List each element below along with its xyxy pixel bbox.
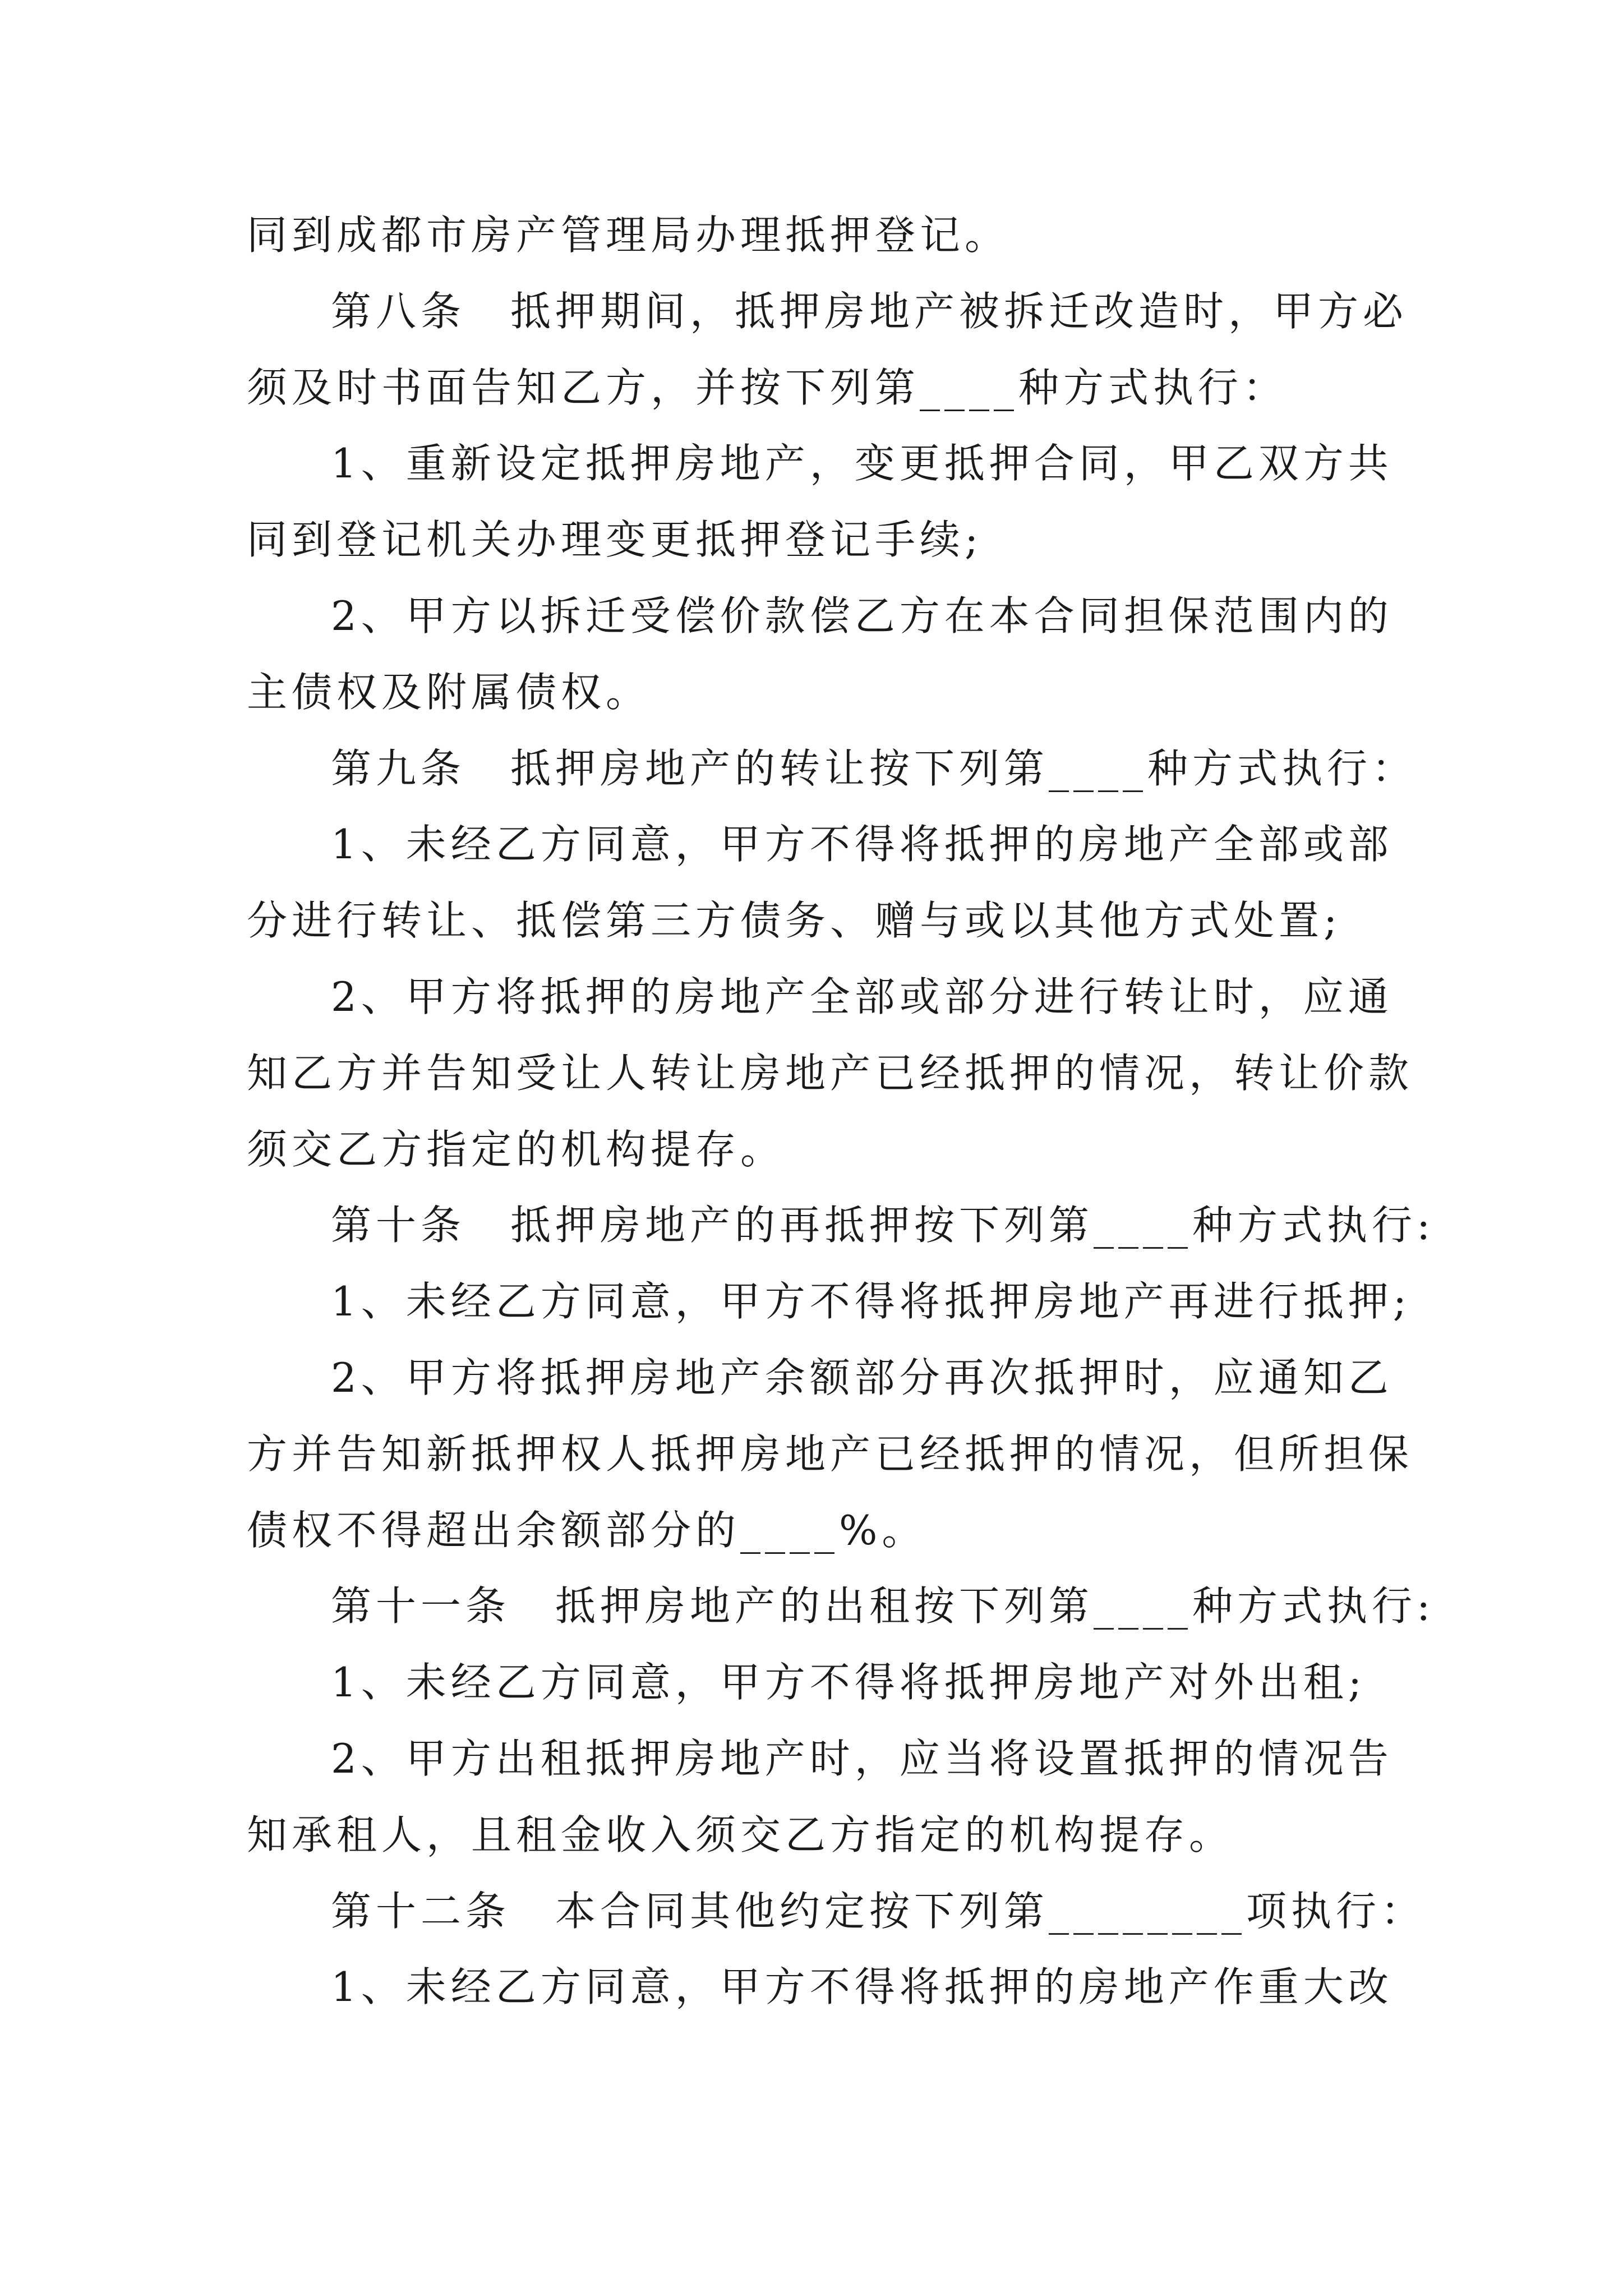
contract-body xyxy=(247,197,1435,2026)
text-line: 1、重新设定抵押房地产，变更抵押合同，甲乙双方共 xyxy=(331,440,1393,487)
text-line: 2、甲方出租抵押房地产时，应当将设置抵押的情况告 xyxy=(331,1734,1393,1782)
text-line: 债权不得超出余额部分的____%。 xyxy=(247,1506,927,1554)
text-line: 方并告知新抵押权人抵押房地产已经抵押的情况，但所担保 xyxy=(247,1430,1414,1478)
text-line: 知承租人，且租金收入须交乙方指定的机构提存。 xyxy=(247,1811,1234,1858)
text-line: 须及时书面告知乙方，并按下列第____种方式执行： xyxy=(247,364,1288,411)
text-line: 1、未经乙方同意，甲方不得将抵押房地产再进行抵押; xyxy=(331,1278,1412,1326)
text-line: 第十条 抵押房地产的再抵押按下列第____种方式执行: xyxy=(331,1202,1435,1249)
text-line: 2、甲方将抵押的房地产全部或部分进行转让时，应通 xyxy=(331,973,1393,1020)
text-line: 知乙方并告知受让人转让房地产已经抵押的情况，转让价款 xyxy=(247,1049,1414,1097)
text-line: 须交乙方指定的机构提存。 xyxy=(247,1125,786,1173)
text-line: 同到成都市房产管理局办理抵押登记。 xyxy=(247,211,1010,259)
text-line: 同到登记机关办理变更抵押登记手续; xyxy=(247,516,983,564)
text-line: 1、未经乙方同意，甲方不得将抵押的房地产作重大改 xyxy=(331,1963,1393,2011)
text-line: 1、未经乙方同意，甲方不得将抵押的房地产全部或部 xyxy=(331,821,1393,868)
text-line: 第十一条 抵押房地产的出租按下列第____种方式执行: xyxy=(331,1582,1435,1630)
text-line: 主债权及附属债权。 xyxy=(247,668,651,716)
text-line: 第十二条 本合同其他约定按下列第________项执行： xyxy=(331,1887,1426,1935)
text-line: 1、未经乙方同意，甲方不得将抵押房地产对外出租; xyxy=(331,1659,1367,1706)
text-line: 第八条 抵押期间，抵押房地产被拆迁改造时，甲方必 xyxy=(331,287,1408,335)
text-line: 2、甲方以拆迁受偿价款偿乙方在本合同担保范围内的 xyxy=(331,592,1393,639)
text-line: 分进行转让、抵偿第三方债务、赠与或以其他方式处置; xyxy=(247,897,1342,945)
text-line: 第九条 抵押房地产的转让按下列第____种方式执行： xyxy=(331,744,1417,792)
text-line: 2、甲方将抵押房地产余额部分再次抵押时，应通知乙 xyxy=(331,1354,1393,1401)
